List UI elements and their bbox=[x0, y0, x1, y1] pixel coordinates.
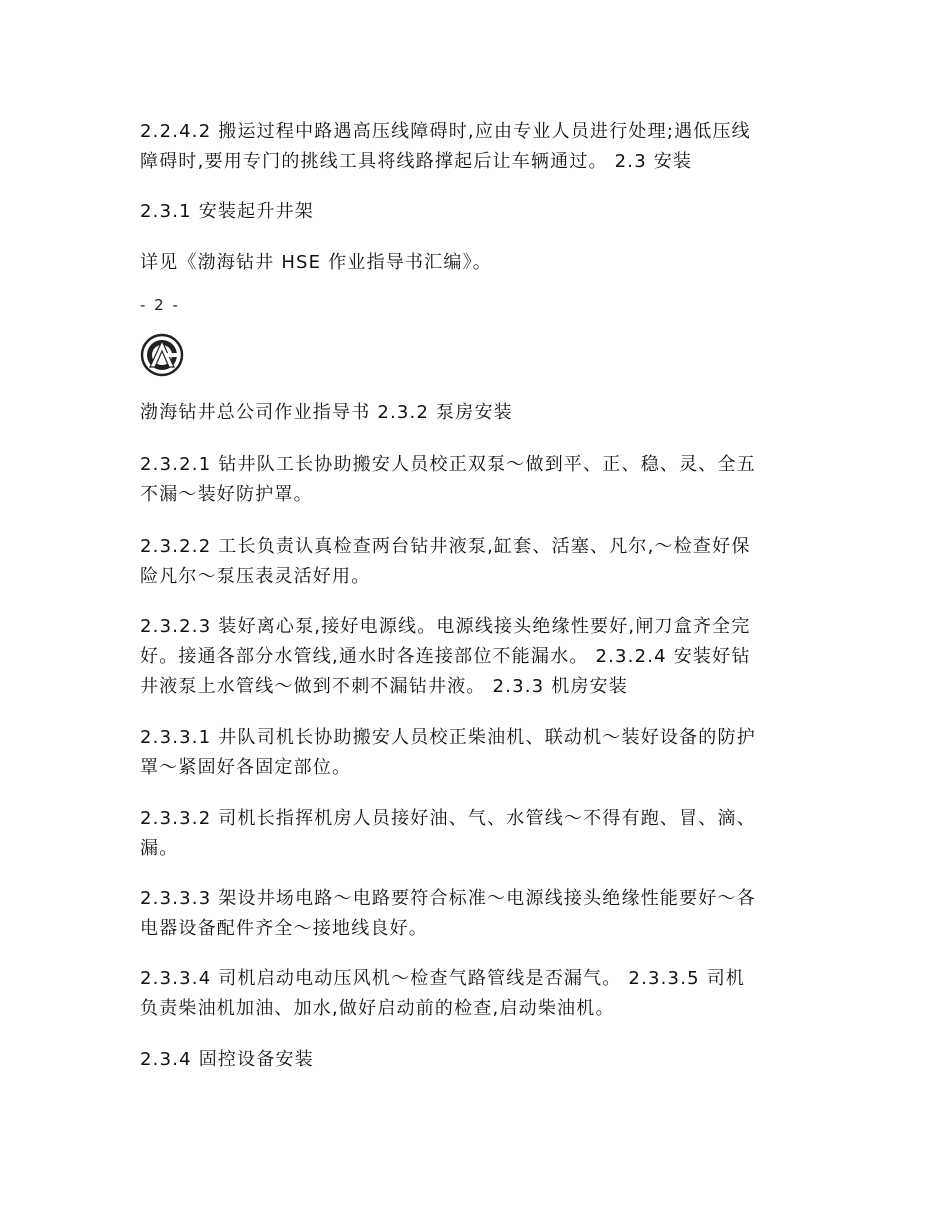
paragraph-2-2-4-2 bbox=[140, 117, 812, 177]
text-line: 障碍时,要用专门的挑线工具将线路撑起后让车辆通过。 2.3 安装 bbox=[140, 151, 693, 172]
heading-company-2-3-2 bbox=[140, 398, 812, 428]
paragraph-2-3-3-4 bbox=[140, 964, 812, 1024]
paragraph-2-3-2-3 bbox=[140, 612, 812, 702]
text-line: 详见《渤海钻井 HSE 作业指导书汇编》。 bbox=[140, 252, 492, 273]
text-line: 罩～紧固好各固定部位。 bbox=[140, 757, 352, 778]
paragraph-2-3-2-1 bbox=[140, 450, 812, 510]
text-line: 2.3.2.2 工长负责认真检查两台钻井液泵,缸套、活塞、凡尔,～检查好保 bbox=[140, 536, 751, 557]
text-line: 2.3.4 固控设备安装 bbox=[140, 1049, 314, 1070]
text-line: 电器设备配件齐全～接地线良好。 bbox=[140, 918, 428, 939]
text-line: 2.2.4.2 搬运过程中路遇高压线障碍时,应由专业人员进行处理;遇低压线 bbox=[140, 121, 751, 142]
text-line: 险凡尔～泵压表灵活好用。 bbox=[140, 566, 371, 587]
text-line: 井液泵上水管线～做到不刺不漏钻井液。 2.3.3 机房安装 bbox=[140, 676, 629, 697]
paragraph-2-3-3-2 bbox=[140, 804, 812, 864]
heading-2-3-1 bbox=[140, 197, 812, 227]
paragraph-reference bbox=[140, 248, 812, 278]
text-line: 漏。 bbox=[140, 838, 179, 859]
text-line: 2.3.3.1 井队司机长协助搬安人员校正柴油机、联动机～装好设备的防护 bbox=[140, 727, 756, 748]
text-line: 渤海钻井总公司作业指导书 2.3.2 泵房安装 bbox=[140, 402, 513, 423]
heading-2-3-4 bbox=[140, 1045, 812, 1075]
text-line: 2.3.2.3 装好离心泵,接好电源线。电源线接头绝缘性要好,闸刀盒齐全完 bbox=[140, 616, 751, 637]
text-line: 2.3.3.4 司机启动电动压风机～检查气路管线是否漏气。 2.3.3.5 司机 bbox=[140, 968, 746, 989]
text-line: 2.3.2.1 钻井队工长协助搬安人员校正双泵～做到平、正、稳、灵、全五 bbox=[140, 454, 756, 475]
text-line: 2.3.3.3 架设井场电路～电路要符合标准～电源线接头绝缘性能要好～各 bbox=[140, 888, 756, 909]
company-logo-icon bbox=[140, 333, 184, 377]
text-line: 不漏～装好防护罩。 bbox=[140, 484, 313, 505]
text-line: 负责柴油机加油、加水,做好启动前的检查,启动柴油机。 bbox=[140, 998, 615, 1019]
text-line: 2.3.1 安装起升井架 bbox=[140, 201, 314, 222]
text-line: 好。接通各部分水管线,通水时各连接部位不能漏水。 2.3.2.4 安装好钻 bbox=[140, 646, 751, 667]
paragraph-2-3-3-1 bbox=[140, 723, 812, 783]
text-line: 2.3.3.2 司机长指挥机房人员接好油、气、水管线～不得有跑、冒、滴、 bbox=[140, 808, 756, 829]
paragraph-2-3-3-3 bbox=[140, 884, 812, 944]
page-number: - 2 - bbox=[140, 296, 180, 314]
paragraph-2-3-2-2 bbox=[140, 532, 812, 592]
